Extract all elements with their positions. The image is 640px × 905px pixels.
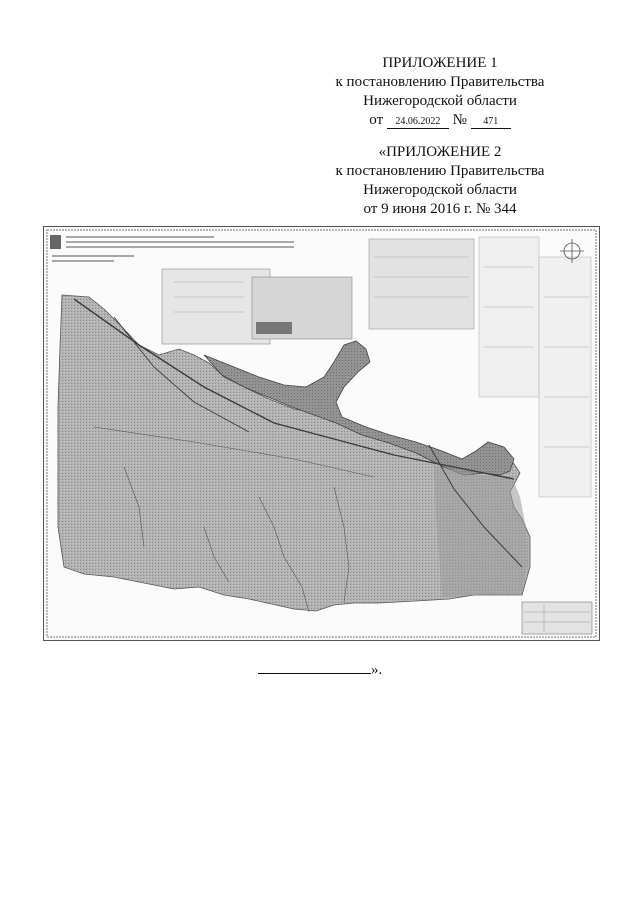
- decree-date: 24.06.2022: [387, 115, 449, 129]
- number-label: №: [452, 112, 467, 128]
- decree-number: 471: [471, 115, 511, 129]
- appendix-2-title: «ПРИЛОЖЕНИЕ 2: [378, 144, 502, 160]
- appendix-1-decree-line: к постановлению Правительства: [335, 74, 545, 90]
- appendix-1-title: ПРИЛОЖЕНИЕ 1: [382, 55, 498, 71]
- from-label: от: [369, 112, 384, 128]
- southeast-zone: [434, 465, 528, 597]
- appendix-2-region-line: Нижегородской области: [363, 182, 517, 198]
- signature-underline: [258, 660, 371, 674]
- master-plan-map: [43, 226, 600, 641]
- appendix-1-date-line: [300, 111, 580, 130]
- appendix-1-region-line: Нижегородской области: [363, 93, 517, 109]
- appendix-1-header: [300, 54, 580, 130]
- appendix-2-decree-line: к постановлению Правительства: [335, 163, 545, 179]
- appendix-2-header: [300, 143, 580, 219]
- appendix-2-date-line: от 9 июня 2016 г. № 344: [363, 201, 517, 217]
- closing-line: [258, 660, 382, 679]
- closing-quote-mark: ».: [371, 662, 383, 678]
- emblem-icon: [50, 235, 61, 249]
- map-image: [44, 227, 599, 640]
- stamp-block: [522, 602, 592, 634]
- map-title-block: [50, 235, 294, 261]
